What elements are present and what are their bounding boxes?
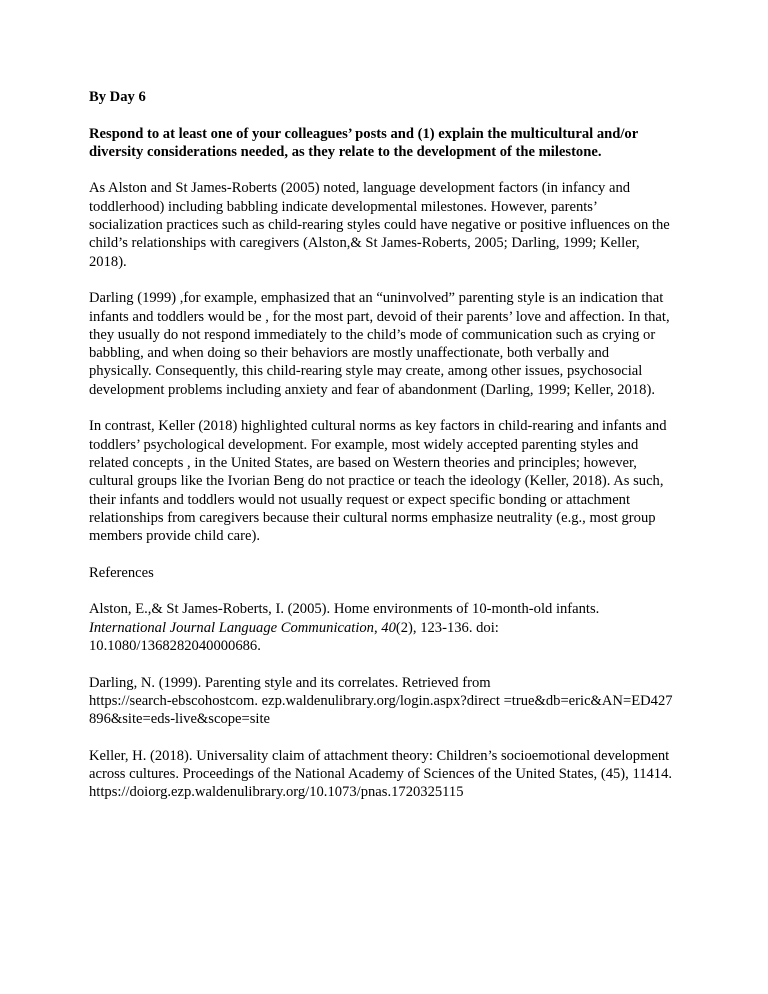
section-heading: By Day 6 xyxy=(89,89,146,105)
assignment-prompt: Respond to at least one of your colleagues’ posts and (1) explain the multicultural and/or diversity considerations needed, as they relate to the development of the milestone. xyxy=(89,125,638,160)
reference-alston xyxy=(89,600,674,655)
reference-keller: Keller, H. (2018). Universality claim of attachment theory: Children’s socioemotional development across cultures. Proceedings of the National Academy of Sciences of the United States, (45), 11414. https://doiorg.ezp.waldenulibrary.org/10.1073/pnas.1720325115 xyxy=(89,747,673,801)
reference-alston-journal: International Journal Language Communication xyxy=(89,619,374,636)
reference-alston-volume: 40 xyxy=(381,619,396,636)
reference-alston-pages: (2), 123-136. doi: 10.1080/1368282040000686. xyxy=(89,619,499,654)
reference-alston-comma: , xyxy=(373,619,382,636)
body-paragraph-1: As Alston and St James-Roberts (2005) noted, language development factors (in infancy and toddlerhood) including babbling indicate developmental milestones. However, parents’ socialization practices such as child-rearing styles could have negative or positive influences on the child’s relationships with caregivers (Alston,& St James-Roberts, 2005; Darling, 1999; Keller, 2018). xyxy=(89,180,670,270)
reference-darling-text: Darling, N. (1999). Parenting style and its correlates. Retrieved from xyxy=(89,674,491,691)
references-title: References xyxy=(89,564,154,581)
body-paragraph-2: Darling (1999) ,for example, emphasized that an “uninvolved” parenting style is an indication that infants and toddlers would be , for the most part, devoid of their parents’ love and affection. In that, they usually do not respond immediately to the child’s mode of communication such as crying or babbling, and when doing so their behaviors are mostly unaffectionate, both verbally and physically. Consequently, this child-rearing style may create, among other issues, psychosocial development problems including anxiety and fear of abandonment (Darling, 1999; Keller, 2018). xyxy=(89,290,670,398)
reference-darling xyxy=(89,674,674,729)
reference-alston-authors: Alston, E.,& St James-Roberts, I. (2005). Home environments of 10-month-old infants. xyxy=(89,601,600,618)
document-page xyxy=(89,88,674,820)
reference-darling-url: https://search-ebscohostcom. ezp.waldenulibrary.org/login.aspx?direct =true&db=eric&AN=ED427896&site=eds-live&scope=site xyxy=(89,692,673,728)
body-paragraph-3: In contrast, Keller (2018) highlighted cultural norms as key factors in child-rearing and infants and toddlers’ psychological development. For example, most widely accepted parenting styles and related concepts , in the United States, are based on Western theories and principles; however, cultural groups like the Ivorian Beng do not practice or teach the ideology (Keller, 2018). As such, their infants and toddlers would not usually request or expect specific bonding or attachment relationships from caregivers because their cultural norms emphasize neutrality (e.g., most group members provide child care). xyxy=(89,418,667,545)
